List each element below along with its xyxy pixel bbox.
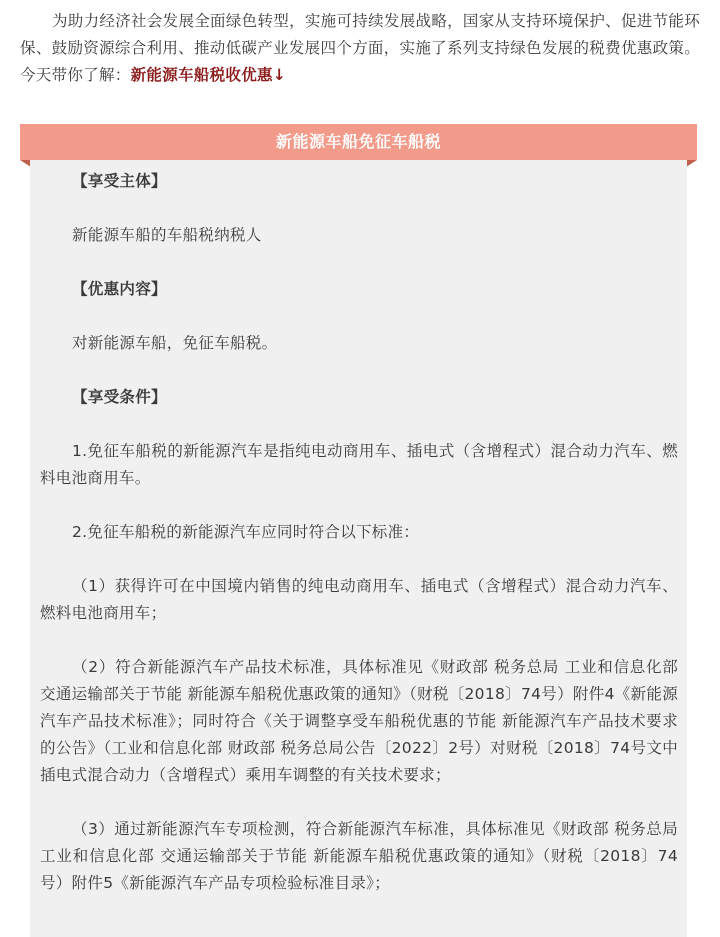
beneficiary-text: 新能源车船的车船税纳税人 — [72, 226, 262, 244]
heading-benefit: 【优惠内容】 — [72, 280, 167, 298]
intro-text: 为助力经济社会发展全面绿色转型，实施可持续发展战略，国家从支持环境保护、促进节能环保、鼓励资源综合利用、推动低碳产业发展四个方面，实施了系列支持绿色发展的税费优惠政策。今天带你了解： — [20, 12, 700, 84]
condition-2: 2.免征车船税的新能源汽车应同时符合以下标准： — [72, 523, 420, 541]
section-banner: 新能源车船免征车船税 — [20, 124, 697, 160]
condition-2-item-3: （3）通过新能源汽车专项检测，符合新能源汽车标准，具体标准见《财政部 税务总局 工业和信息化部 交通运输部关于节能 新能源车船税优惠政策的通知》（财税〔2018〕74号）附件5《新能源汽车产品专项检验标准目录》； — [40, 820, 678, 892]
condition-2-item-1: （1）获得许可在中国境内销售的纯电动商用车、插电式（含增程式）混合动力汽车、燃料电池商用车； — [40, 577, 678, 622]
condition-2-item-2: （2）符合新能源汽车产品技术标准，具体标准见《财政部 税务总局 工业和信息化部 交通运输部关于节能 新能源车船税优惠政策的通知》（财税〔2018〕74号）附件4《新能源汽车产品技术标准》；同时符合《关于调整享受车船税优惠的节能 新能源汽车产品技术要求的公告》（工业和信息化部 财政部 税务总局公告〔2022〕2号）对财税〔2018〕74号文中插电式混合动力（含增程式）乘用车调整的有关技术要求； — [40, 658, 678, 784]
banner-fold-right — [686, 160, 697, 167]
heading-conditions: 【享受条件】 — [72, 388, 167, 406]
heading-beneficiary: 【享受主体】 — [72, 172, 167, 190]
condition-1: 1.免征车船税的新能源汽车是指纯电动商用车、插电式（含增程式）混合动力汽车、燃料电池商用车。 — [40, 442, 678, 487]
content-body — [40, 168, 678, 897]
intro-paragraph — [20, 8, 700, 89]
content-panel — [30, 160, 687, 937]
benefit-text: 对新能源车船，免征车船税。 — [72, 334, 278, 352]
intro-highlight: 新能源车船税收优惠↓ — [130, 66, 287, 84]
